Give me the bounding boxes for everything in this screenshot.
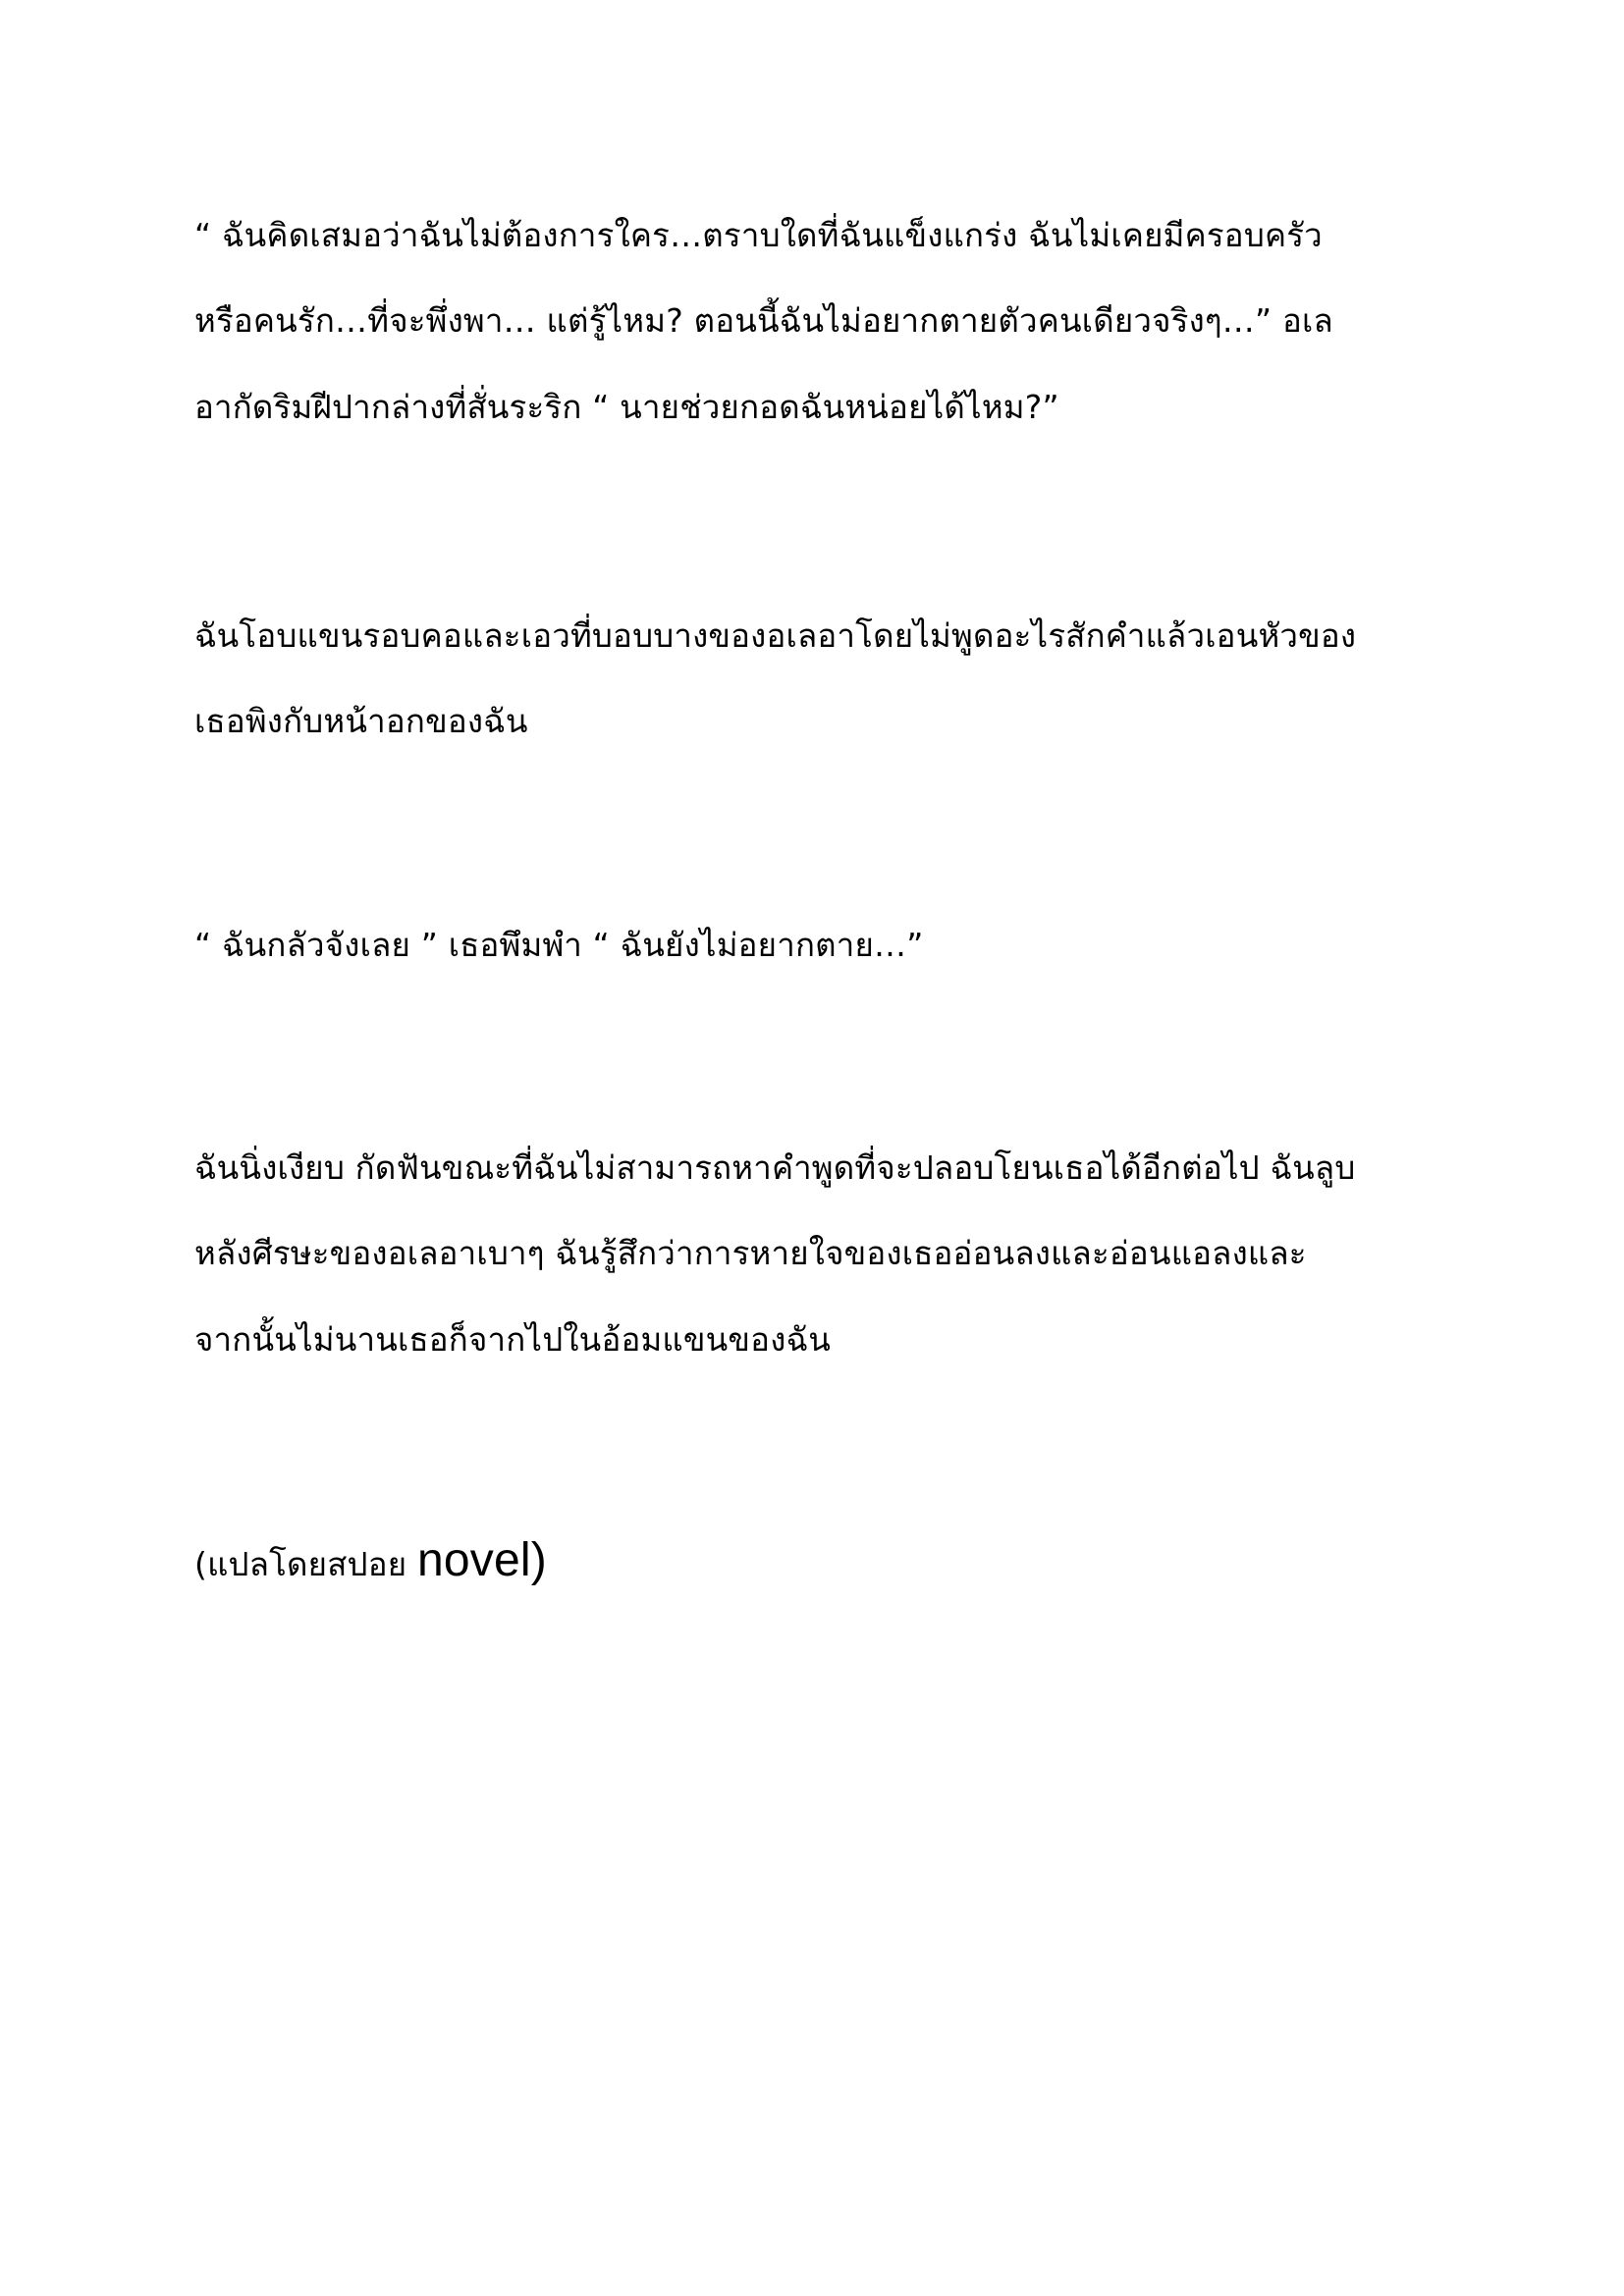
- paragraph-4-line-2: หลังศีรษะของอเลอาเบาๆ ฉันรู้สึกว่าการหายใจของเธออ่อนลงและอ่อนแอลงและ: [194, 1234, 1307, 1272]
- paragraph-2-line-1: ฉันโอบแขนรอบคอและเอวที่บอบบางของอเลอาโดยไม่พูดอะไรสักคำแล้วเอนหัวของ: [194, 616, 1357, 655]
- paragraph-4-line-1: ฉันนิ่งเงียบ กัดฟันขณะที่ฉันไม่สามารถหาคำพูดที่จะปลอบโยนเธอได้อีกต่อไป ฉันลูบ: [194, 1148, 1356, 1187]
- paragraph-4-line-3: จากนั้นไม่นานเธอก็จากไปในอ้อมแขนของฉัน: [194, 1320, 831, 1359]
- paragraph-1-line-1: “ ฉันคิดเสมอว่าฉันไม่ต้องการใคร…ตราบใดที่ฉันแข็งแกร่ง ฉันไม่เคยมีครอบครัว: [194, 216, 1323, 254]
- paragraph-1-line-2: หรือคนรัก…ที่จะพึ่งพา… แต่รู้ไหม? ตอนนี้ฉันไม่อยากตายตัวคนเดียวจริงๆ…” อเล: [194, 301, 1333, 340]
- translator-credit: [194, 1534, 547, 1586]
- paragraph-1-line-3: อากัดริมฝีปากล่างที่สั่นระริก “ นายช่วยกอดฉันหน่อยได้ไหม?”: [194, 388, 1059, 426]
- paragraph-2-line-2: เธอพิงกับหน้าอกของฉัน: [194, 702, 528, 740]
- credit-novel-word: novel: [416, 1534, 531, 1586]
- paragraph-3-line-1: “ ฉันกลัวจังเลย ” เธอพึมพำ “ ฉันยังไม่อยากตาย…”: [194, 926, 924, 964]
- credit-prefix: (แปลโดยสปอย: [194, 1545, 417, 1583]
- credit-suffix: ): [530, 1534, 547, 1586]
